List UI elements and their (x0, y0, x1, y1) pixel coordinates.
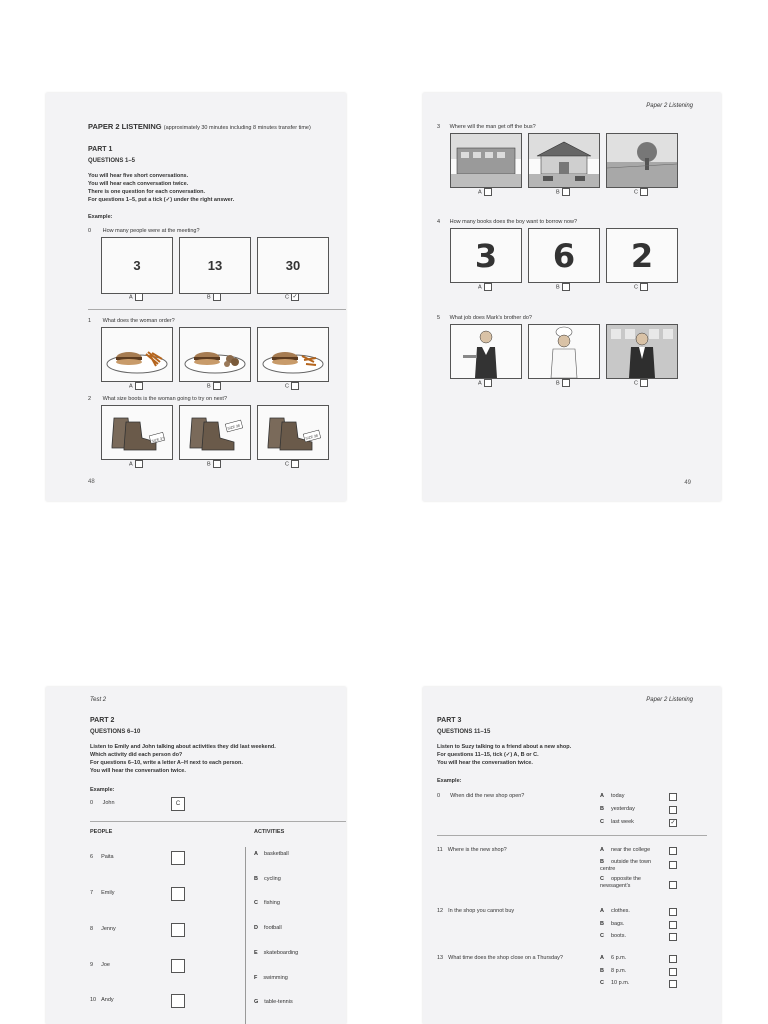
person-name: Paita (101, 854, 114, 860)
option-value: 3 (474, 237, 498, 275)
answer-checkbox[interactable] (562, 283, 570, 291)
running-head: Paper 2 Listening (646, 697, 693, 703)
question-text: What job does Mark's brother do? (449, 315, 532, 321)
activity-letter: B (254, 876, 258, 882)
option-letter: B (207, 461, 211, 468)
activity-letter: G (254, 999, 259, 1005)
activity-letter: F (254, 975, 258, 981)
option-letter: B (600, 921, 604, 927)
page-part-2 (46, 687, 346, 1024)
example-label: Example: (437, 778, 462, 784)
businessman-icon (607, 325, 677, 378)
station-building-icon (529, 134, 599, 187)
answer-checkbox[interactable] (669, 968, 677, 976)
answer-checkbox[interactable] (669, 980, 677, 988)
activity-letter: C (254, 900, 258, 906)
divider (88, 309, 346, 310)
option-row (600, 819, 634, 825)
example-person: John (102, 800, 115, 806)
option-letter: C (600, 933, 604, 939)
question-text: How many books does the boy want to borrow now? (449, 219, 578, 225)
answer-checkbox[interactable] (640, 379, 648, 387)
question-number: 1 (88, 318, 92, 324)
answer-checkbox[interactable] (213, 382, 221, 390)
option-letter: B (207, 294, 211, 301)
option-label-b (207, 460, 221, 468)
option-row (600, 847, 650, 853)
question-2 (88, 396, 227, 402)
question-text: What does the woman order? (102, 318, 175, 324)
question-text: Where is the new shop? (447, 847, 507, 853)
answer-checkbox[interactable] (669, 847, 677, 855)
column-divider (245, 847, 246, 1024)
option-box-b (179, 237, 251, 294)
answer-checkbox[interactable] (484, 379, 492, 387)
question-text: In the shop you cannot buy (448, 908, 515, 914)
option-label-a (478, 283, 492, 291)
option-letter: C (600, 980, 604, 986)
question-text: How many people were at the meeting? (102, 228, 200, 234)
answer-checkbox[interactable] (291, 382, 299, 390)
activity-name: table-tennis (264, 999, 293, 1005)
person-number: 6 (90, 854, 94, 860)
page-number: 49 (684, 480, 691, 486)
question-number: 0 (88, 228, 92, 234)
option-value: 13 (207, 258, 223, 273)
answer-checkbox[interactable] (669, 793, 677, 801)
instruction-line: You will hear the conversation twice. (437, 760, 533, 766)
person-name: Jenny (101, 926, 116, 932)
option-box-a (101, 237, 173, 294)
question-number: 3 (437, 124, 441, 130)
question-number: 13 (437, 955, 444, 961)
option-row (600, 933, 626, 939)
building-image-a (450, 133, 522, 188)
answer-box-10[interactable] (171, 994, 185, 1008)
option-label-c (285, 382, 299, 390)
option-letter: C (285, 383, 289, 390)
person-number: 8 (90, 926, 94, 932)
option-letter: C (285, 294, 289, 301)
option-label-b (556, 188, 570, 196)
question-number: 12 (437, 908, 444, 914)
divider (90, 821, 346, 822)
option-letter: A (129, 461, 133, 468)
boots-image-b (179, 405, 251, 460)
paper-note: (approximately 30 minutes including 8 minutes transfer time) (163, 125, 311, 131)
person-name: Joe (101, 962, 110, 968)
person-name: Andy (101, 997, 114, 1003)
answer-checkbox[interactable] (135, 293, 143, 301)
answer-box-7[interactable] (171, 887, 185, 901)
size-tag-label: SIZE 38 (304, 433, 319, 441)
questions-range: QUESTIONS 6–10 (90, 729, 141, 735)
page-part-3 (423, 687, 721, 1024)
instruction-line: You will hear five short conversations. (88, 173, 189, 179)
park-image-c (606, 133, 678, 188)
activities-heading: ACTIVITIES (254, 829, 285, 835)
answer-checkbox[interactable] (669, 933, 677, 941)
question-number: 4 (437, 219, 441, 225)
option-row (600, 980, 629, 986)
questions-range: QUESTIONS 1–5 (88, 158, 136, 164)
option-value: 2 (630, 237, 654, 275)
activity-name: fishing (263, 900, 280, 906)
question-4 (437, 219, 577, 225)
school-building-icon (451, 134, 521, 187)
activity-item (254, 950, 298, 956)
waiter-icon (451, 325, 521, 378)
option-text: outside the town centre (600, 859, 652, 872)
running-head: Test 2 (90, 697, 107, 703)
person-row (90, 890, 115, 896)
activity-item (254, 851, 289, 857)
answer-checkbox[interactable] (562, 188, 570, 196)
option-label-c (634, 283, 648, 291)
option-label-c (285, 293, 299, 301)
boots-image-c (257, 405, 329, 460)
instruction-line: For questions 11–15, tick (✓) A, B or C. (437, 752, 539, 758)
option-letter: A (600, 908, 604, 914)
option-text: 10 p.m. (610, 980, 630, 986)
waiter-image-a (450, 324, 522, 379)
question-number: 11 (437, 847, 443, 853)
number-box-c (606, 228, 678, 283)
option-value: 30 (285, 258, 301, 273)
answer-checkbox[interactable] (291, 460, 299, 468)
answer-checkbox[interactable] (669, 908, 677, 916)
answer-checkbox[interactable] (213, 293, 221, 301)
option-letter: C (285, 461, 289, 468)
person-row (90, 926, 116, 932)
option-text: 6 p.m. (610, 955, 627, 961)
answer-checkbox[interactable] (669, 955, 677, 963)
question-number: 2 (88, 396, 92, 402)
boots-icon (180, 406, 250, 459)
option-row (600, 921, 624, 927)
burger-chips-icon (102, 328, 172, 381)
option-letter: C (634, 380, 638, 387)
option-letter: C (600, 819, 604, 825)
question-text: Where will the man get off the bus? (449, 124, 536, 130)
option-value: 3 (133, 258, 141, 273)
option-label-b (556, 379, 570, 387)
activity-name: football (263, 925, 282, 931)
answer-box-6[interactable] (171, 851, 185, 865)
question-number: 0 (437, 793, 441, 799)
option-label-a (129, 293, 143, 301)
chef-image-b (528, 324, 600, 379)
option-letter: A (600, 847, 604, 853)
burger-salad-icon (180, 328, 250, 381)
option-text: bags. (610, 921, 625, 927)
instruction-line: There is one question for each conversation. (88, 189, 206, 195)
option-letter: A (129, 294, 133, 301)
question-13 (437, 955, 563, 961)
number-box-a (450, 228, 522, 283)
answer-checkbox[interactable]: ✓ (670, 820, 676, 826)
instructions (90, 743, 276, 775)
option-letter: B (556, 189, 560, 196)
option-label-a (129, 460, 143, 468)
activity-name: basketball (263, 851, 289, 857)
option-text: clothes. (610, 908, 630, 914)
question-3 (437, 124, 536, 130)
activity-letter: E (254, 950, 258, 956)
instruction-line: Which activity did each person do? (90, 752, 183, 758)
burger-chips-icon (258, 328, 328, 381)
option-letter: B (600, 859, 604, 865)
option-letter: A (129, 383, 133, 390)
number-box-b (528, 228, 600, 283)
person-number: 10 (90, 997, 97, 1003)
answer-checkbox[interactable] (640, 188, 648, 196)
option-letter: C (634, 284, 638, 291)
option-letter: A (600, 955, 604, 961)
page-49 (423, 93, 721, 501)
instruction-line: For questions 6–10, write a letter A–H next to each person. (90, 760, 243, 766)
example-answer-box: C (171, 797, 185, 811)
activity-item (254, 900, 280, 906)
activity-name: cycling (263, 876, 281, 882)
option-row (600, 876, 660, 890)
option-label-b (207, 382, 221, 390)
example-label: Example: (88, 214, 113, 220)
paper-title: PAPER 2 (88, 122, 120, 131)
option-letter: C (634, 189, 638, 196)
page-number: 48 (88, 479, 95, 485)
option-letter: B (556, 380, 560, 387)
question-text: When did the new shop open? (450, 793, 525, 799)
answer-checkbox[interactable] (484, 283, 492, 291)
answer-checkbox[interactable] (135, 460, 143, 468)
burger-plate-image-c (257, 327, 329, 382)
activity-item (254, 925, 282, 931)
instruction-line: Listen to Suzy talking to a friend about a new shop. (437, 744, 572, 750)
part-title: PART 2 (90, 717, 115, 724)
activity-letter: A (254, 851, 258, 857)
option-label-b (207, 293, 221, 301)
activity-name: swimming (263, 975, 288, 981)
option-text: opposite the newsagent's (600, 876, 641, 889)
paper-heading (88, 122, 311, 131)
option-box-c (257, 237, 329, 294)
option-letter: C (600, 876, 604, 882)
instructions (437, 743, 571, 767)
answer-checkbox[interactable] (669, 881, 677, 889)
answer-checkbox[interactable] (213, 460, 221, 468)
question-text: What size boots is the woman going to try on next? (102, 396, 228, 402)
question-number: 5 (437, 315, 441, 321)
instructions (88, 172, 234, 204)
option-letter: A (478, 284, 482, 291)
person-number: 9 (90, 962, 94, 968)
question-11 (437, 847, 507, 853)
question-1 (88, 318, 175, 324)
divider (437, 835, 707, 836)
question-0 (437, 793, 524, 799)
option-text: 8 p.m. (610, 968, 627, 974)
paper-name: LISTENING (121, 122, 162, 131)
activity-item (254, 876, 281, 882)
instruction-line: You will hear the conversation twice. (90, 768, 186, 774)
option-row (600, 955, 626, 961)
option-letter: B (556, 284, 560, 291)
activity-letter: D (254, 925, 258, 931)
option-text: near the college (610, 847, 651, 853)
answer-checkbox[interactable] (669, 861, 677, 869)
park-tree-icon (607, 134, 677, 187)
part-title: PART 1 (88, 146, 113, 153)
person-name: Emily (101, 890, 115, 896)
option-row (600, 908, 630, 914)
option-text: today (610, 793, 625, 799)
option-value: 6 (552, 237, 576, 275)
answer-box-9[interactable] (171, 959, 185, 973)
burger-plate-image-a (101, 327, 173, 382)
option-label-c (634, 379, 648, 387)
answer-box-8[interactable] (171, 923, 185, 937)
activity-name: skateboarding (263, 950, 299, 956)
option-label-a (478, 188, 492, 196)
option-letter: A (478, 189, 482, 196)
activity-item (254, 975, 288, 981)
option-row (600, 968, 626, 974)
option-letter: B (600, 806, 604, 812)
option-letter: B (207, 383, 211, 390)
instruction-line: You will hear each conversation twice. (88, 181, 189, 187)
option-letter: B (600, 968, 604, 974)
running-head: Paper 2 Listening (646, 103, 693, 109)
person-row (90, 962, 110, 968)
person-number: 7 (90, 890, 94, 896)
example-row (90, 800, 115, 806)
size-tag-label: SIZE 37 (151, 436, 165, 444)
answer-checkbox[interactable] (562, 379, 570, 387)
boots-icon (258, 406, 328, 459)
person-row (90, 997, 114, 1003)
part-title: PART 3 (437, 717, 462, 724)
businessman-image-c (606, 324, 678, 379)
answer-checkbox[interactable] (669, 806, 677, 814)
instruction-line: For questions 1–5, put a tick (✓) under the right answer. (88, 197, 235, 203)
question-0 (88, 228, 200, 234)
answer-checkbox[interactable] (484, 188, 492, 196)
option-letter: A (600, 793, 604, 799)
people-heading: PEOPLE (90, 829, 113, 835)
option-text: last week (610, 819, 634, 825)
answer-checkbox[interactable] (669, 921, 677, 929)
question-text: What time does the shop close on a Thursday? (448, 955, 563, 961)
example-number: 0 (90, 800, 94, 806)
chef-icon (529, 325, 599, 378)
person-row (90, 854, 114, 860)
answer-checkbox[interactable]: ✓ (292, 294, 298, 300)
option-row (600, 793, 624, 799)
questions-range: QUESTIONS 11–15 (437, 729, 491, 735)
answer-checkbox[interactable] (640, 283, 648, 291)
size-tag-label: SIZE 38 (226, 423, 241, 431)
option-label-c (634, 188, 648, 196)
question-5 (437, 315, 532, 321)
answer-checkbox[interactable] (135, 382, 143, 390)
option-label-a (129, 382, 143, 390)
option-text: boots. (610, 933, 626, 939)
question-12 (437, 908, 514, 914)
option-row (600, 859, 658, 873)
option-row (600, 806, 635, 812)
boots-icon (102, 406, 172, 459)
page-48 (46, 93, 346, 501)
option-letter: A (478, 380, 482, 387)
instruction-line: Listen to Emily and John talking about activities they did last weekend. (90, 744, 276, 750)
option-label-a (478, 379, 492, 387)
building-image-b (528, 133, 600, 188)
boots-image-a (101, 405, 173, 460)
option-text: yesterday (610, 806, 635, 812)
activity-item (254, 999, 293, 1005)
example-label: Example: (90, 787, 115, 793)
burger-plate-image-b (179, 327, 251, 382)
option-label-c (285, 460, 299, 468)
option-label-b (556, 283, 570, 291)
